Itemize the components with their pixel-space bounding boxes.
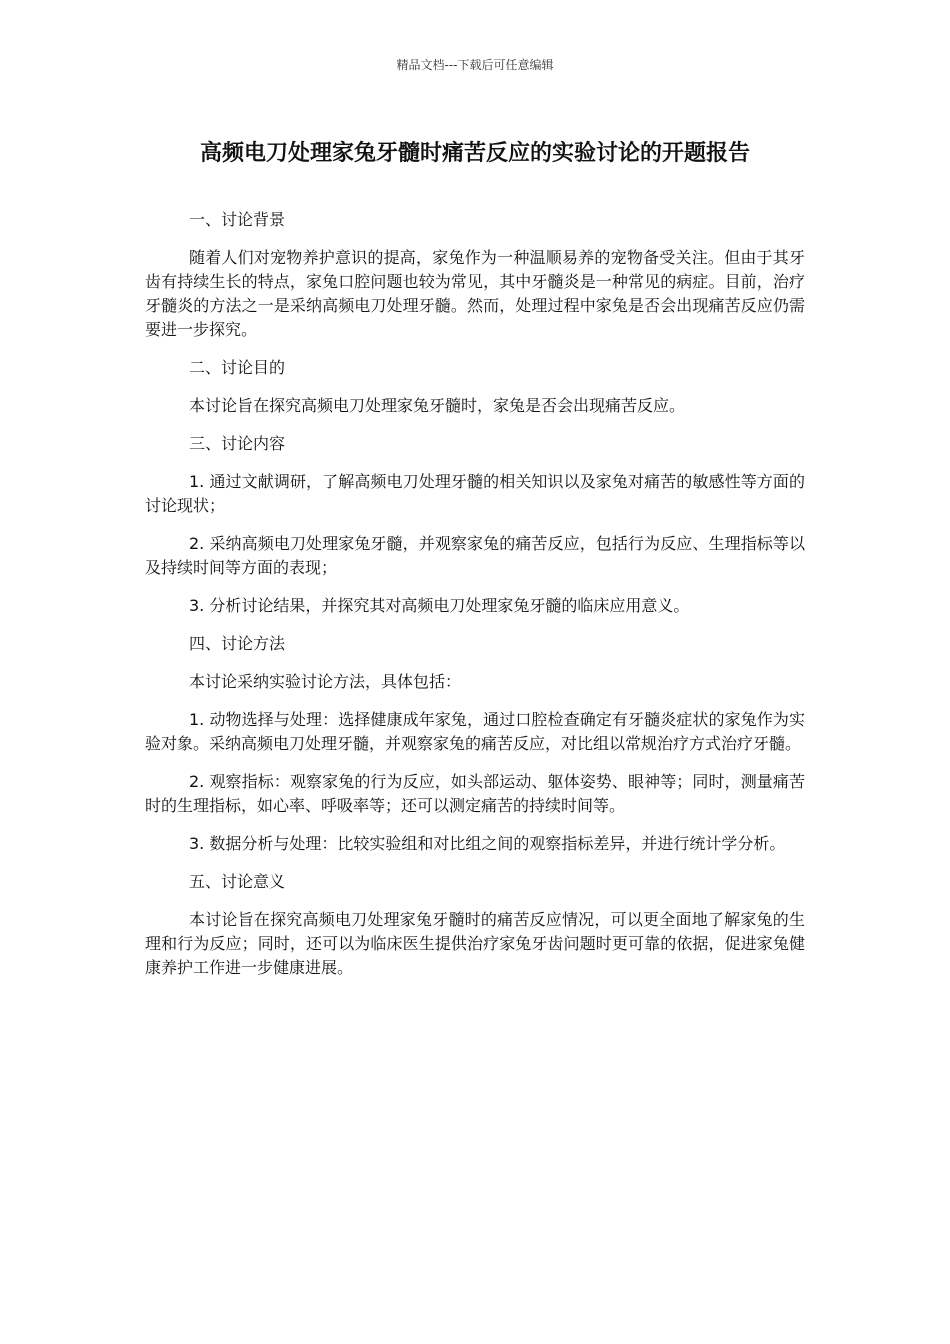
paragraph-method-item-3: 3. 数据分析与处理：比较实验组和对比组之间的观察指标差异，并进行统计学分析。 <box>189 834 786 853</box>
section-heading-purpose: 二、讨论目的 <box>189 358 286 377</box>
paragraph-purpose: 本讨论旨在探究高频电刀处理家兔牙髓时，家兔是否会出现痛苦反应。 <box>189 396 686 415</box>
section-heading-method: 四、讨论方法 <box>189 634 286 653</box>
paragraph-method-intro: 本讨论采纳实验讨论方法，具体包括： <box>189 672 462 691</box>
section-heading-content: 三、讨论内容 <box>189 434 286 453</box>
document-title: 高频电刀处理家兔牙髓时痛苦反应的实验讨论的开题报告 <box>199 141 750 166</box>
paragraph-background: 随着人们对宠物养护意识的提高，家兔作为一种温顺易养的宠物备受关注。但由于其牙齿有持续生长的特点，家兔口腔问题也较为常见，其中牙髓炎是一种常见的病症。目前，治疗牙髓炎的方法之一是采纳高频电刀处理牙髓。然而，处理过程中家兔是否会出现痛苦反应仍需要进一步探究。 <box>145 248 805 339</box>
paragraph-content-item-2: 2. 采纳高频电刀处理家兔牙髓，并观察家兔的痛苦反应，包括行为反应、生理指标等以及持续时间等方面的表现； <box>145 534 805 577</box>
document-body <box>145 208 805 994</box>
paragraph-method-item-1: 1. 动物选择与处理：选择健康成年家兔，通过口腔检查确定有牙髓炎症状的家兔作为实验对象。采纳高频电刀处理牙髓，并观察家兔的痛苦反应，对比组以常规治疗方式治疗牙髓。 <box>145 710 805 753</box>
paragraph-significance: 本讨论旨在探究高频电刀处理家兔牙髓时的痛苦反应情况，可以更全面地了解家兔的生理和行为反应；同时，还可以为临床医生提供治疗家兔牙齿问题时更可靠的依据，促进家兔健康养护工作进一步健康进展。 <box>145 910 805 977</box>
header-note: 精品文档---下载后可任意编辑 <box>396 58 554 72</box>
paragraph-content-item-3: 3. 分析讨论结果，并探究其对高频电刀处理家兔牙髓的临床应用意义。 <box>189 596 690 615</box>
section-heading-background: 一、讨论背景 <box>189 210 286 229</box>
paragraph-method-item-2: 2. 观察指标：观察家兔的行为反应，如头部运动、躯体姿势、眼神等；同时，测量痛苦时的生理指标，如心率、呼吸率等；还可以测定痛苦的持续时间等。 <box>145 772 805 815</box>
section-heading-significance: 五、讨论意义 <box>189 872 286 891</box>
paragraph-content-item-1: 1. 通过文献调研，了解高频电刀处理牙髓的相关知识以及家兔对痛苦的敏感性等方面的讨论现状； <box>145 472 805 515</box>
